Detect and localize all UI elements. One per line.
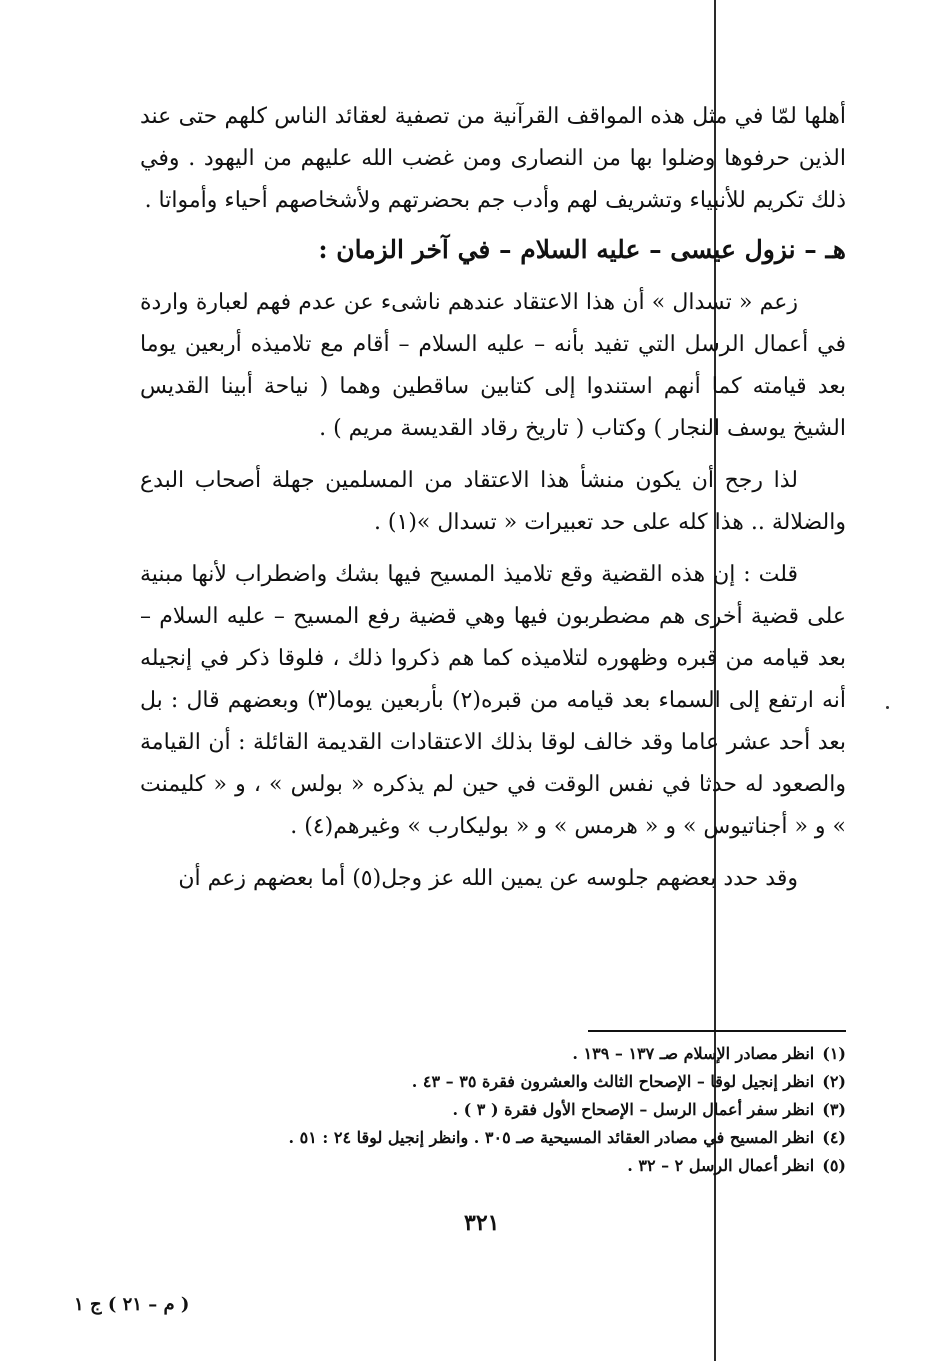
footnote-number: (٢) (822, 1072, 846, 1091)
paragraph-response: قلت : إن هذه القضية وقع تلاميذ المسيح فيها بشك واضطراب لأنها مبنية على قضية أخرى هم مضطربون فيها وهي قضية رفع المسيح – عليه السلام – بعد قيامه من قبره وظهوره لتلاميذه كما هم ذكروا ذلك ، فلوقا ذكر في إنجيله أنه ارتفع إلى السماء بعد قيامه من قبره(٢) بأربعين يوما(٣) وبعضهم قال : بل بعد أحد عشر عاما وقد خالف لوقا بذلك الاعتقادات القديمة القائلة : أن القيامة والصعود له حدثا في نفس الوقت في حين لم يذكره « بولس » ، و « كليمنت » و « أجناتيوس » و « هرمس » و « بوليكارب » وغيرهم(٤) . (140, 562, 846, 839)
footnote-text: انظر أعمال الرسل ٢ – ٣٢ . (627, 1156, 815, 1175)
footnote-number: (٣) (822, 1100, 846, 1119)
footnote-text: انظر مصادر الإسلام صـ ١٣٧ – ١٣٩ . (572, 1044, 815, 1063)
page-number: ٣٢١ (464, 1210, 500, 1236)
printer-signature: ( م – ٢١ ) ج ١ (74, 1294, 190, 1315)
footnote-number: (٤) (822, 1128, 846, 1147)
footnote-text: انظر المسيح في مصادر العقائد المسيحية صـ ٣٠٥ . وانظر إنجيل لوقا ٢٤ : ٥١ . (288, 1128, 815, 1147)
paragraph-continuation: أهلها لمّا في مثل هذه المواقف القرآنية من تصفية لعقائد الناس كلهم حتى عند الذين حرفوها وضلوا بها من النصارى ومن غضب الله عليهم من اليهود . وفي ذلك تكريم للأنبياء وتشريف لهم وأدب جم بحضرتهم ولأشخاصهم أحياء وأمواتا . (140, 104, 846, 213)
main-text (140, 96, 846, 900)
section-heading: هـ – نزول عيسى – عليه السلام – في آخر الزمان : (318, 235, 846, 264)
footnote-item (140, 1152, 846, 1180)
footnote-item (140, 1124, 846, 1152)
footnote-item (140, 1096, 846, 1124)
footnote-item (140, 1040, 846, 1068)
footnote-number: (١) (822, 1044, 846, 1063)
paragraph-sitting: وقد حدد بعضهم جلوسه عن يمين الله عز وجل(٥) أما بعضهم زعم أن (178, 866, 798, 891)
footnote-separator (588, 1030, 846, 1032)
paragraph-origin: لذا رجح أن يكون منشأ هذا الاعتقاد من المسلمين جهلة أصحاب البدع والضلالة .. هذا كله على حد تعبيرات « تسدال »(١) . (140, 468, 846, 535)
paragraph-tisdall-claim: زعم « تسدال » أن هذا الاعتقاد عندهم ناشىء عن عدم فهم لعبارة واردة في أعمال الرسل التي تفيد بأنه – عليه السلام – أقام مع تلاميذه أربعين يوما بعد قيامته كما أنهم استندوا إلى كتابين ساقطين وهما ( نياحة أبينا القديس الشيخ يوسف النجار ) وكتاب ( تاريخ رقاد القديسة مريم ) . (140, 290, 846, 441)
scan-speck (886, 706, 889, 709)
footnote-item (140, 1068, 846, 1096)
footnote-text: انظر إنجيل لوقا – الإصحاح الثالث والعشرون فقرة ٣٥ – ٤٣ . (411, 1072, 815, 1091)
footnote-number: (٥) (822, 1156, 846, 1175)
footnote-text: انظر سفر أعمال الرسل – الإصحاح الأول فقرة ( ٣ ) . (452, 1100, 815, 1119)
footnotes-list (140, 1040, 846, 1180)
